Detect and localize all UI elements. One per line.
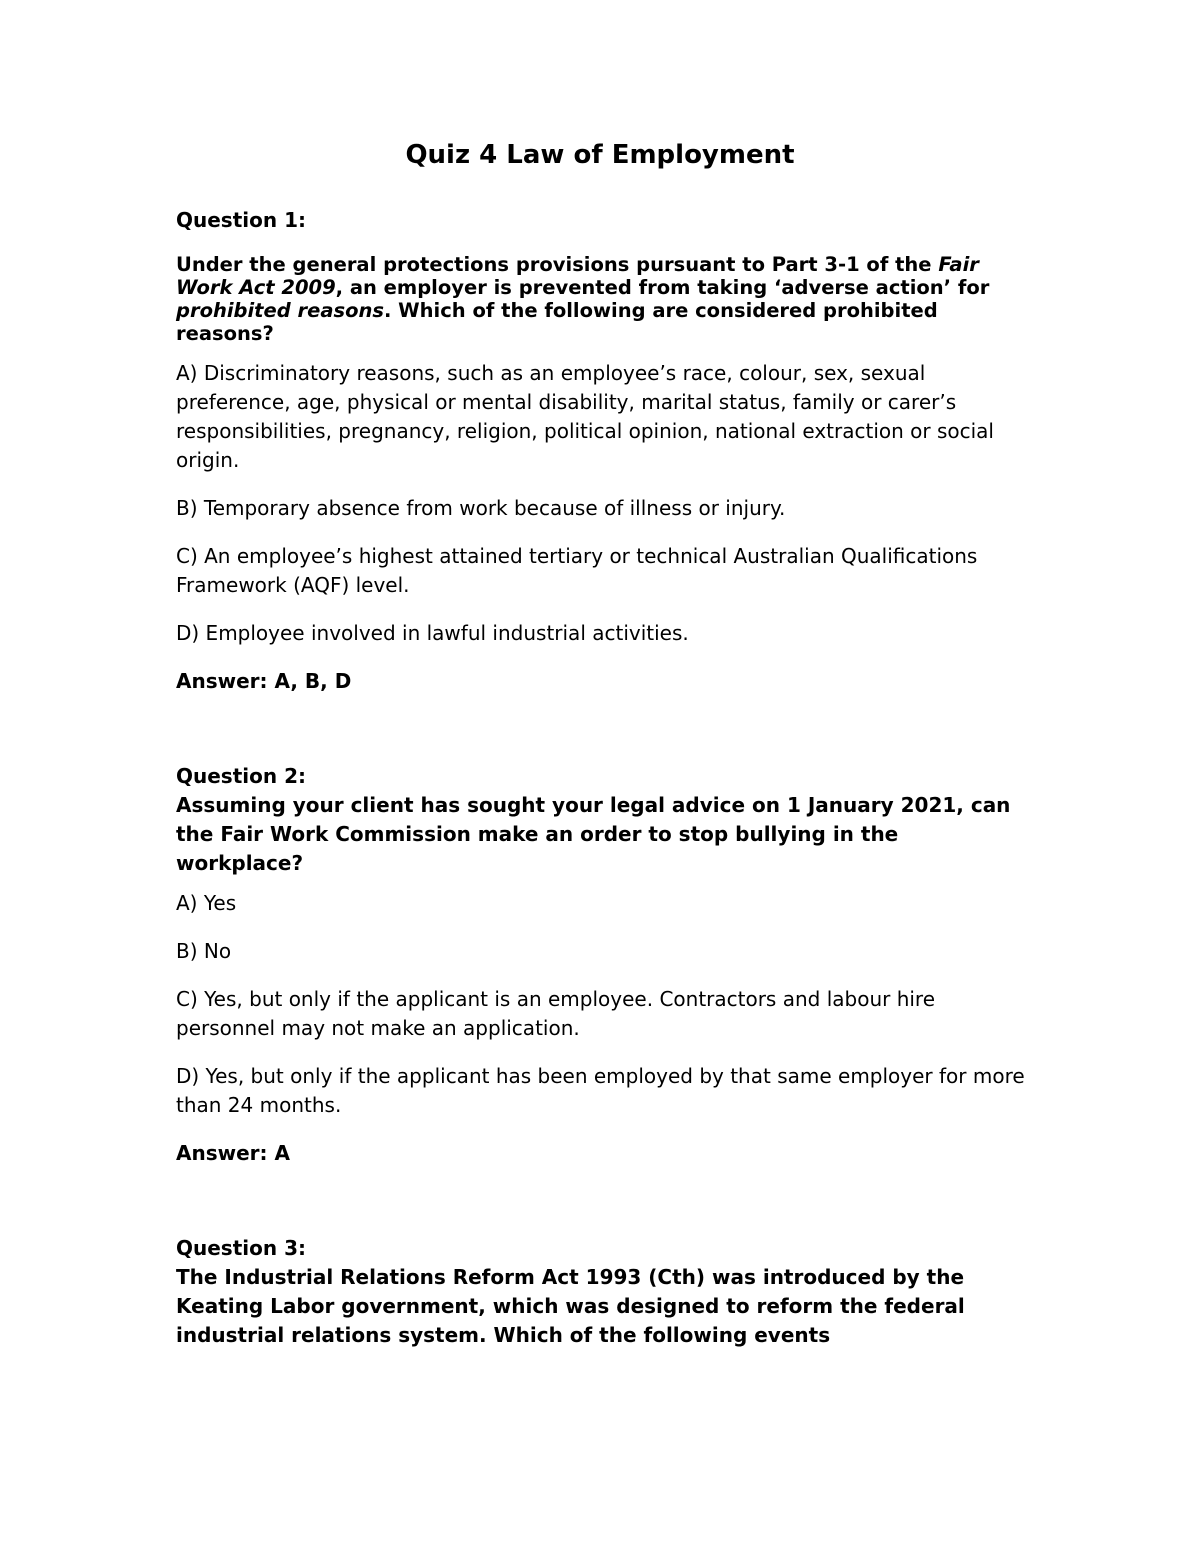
question-1-text [176,253,1026,345]
document-page [176,140,1026,1361]
question-2-option-a: A) Yes [176,891,237,915]
question-1-label: Question 1: [176,208,306,232]
question-3 [176,1234,1026,1350]
question-2-option-b: B) No [176,939,232,963]
question-1-option-d: D) Employee involved in lawful industrial activities. [176,621,689,645]
question-2-label: Question 2: [176,764,306,788]
question-1-text-part2: , an employer is prevented from taking ‘adverse action’ for [335,276,990,299]
question-3-text: The Industrial Relations Reform Act 1993 (Cth) was introduced by the Keating Labor government, which was designed to reform the federal industrial relations system. Which of the following events [176,1265,965,1347]
question-2-option-d: D) Yes, but only if the applicant has been employed by that same employer for more than 24 months. [176,1064,1025,1117]
document-title: Quiz 4 Law of Employment [405,140,795,170]
question-2-text: Assuming your client has sought your legal advice on 1 January 2021, can the Fair Work Commission make an order to stop bullying in the workplace? [176,793,1011,875]
question-1-option-a: A) Discriminatory reasons, such as an employee’s race, colour, sex, sexual preference, age, physical or mental disability, marital status, family or carer’s responsibilities, pregnancy, religion, political opinion, national extraction or social origin. [176,361,994,472]
question-3-label: Question 3: [176,1236,306,1260]
question-1-answer: Answer: A, B, D [176,669,352,693]
question-1-text-italic2: prohibited reasons [176,299,384,322]
question-2-answer: Answer: A [176,1141,290,1165]
question-1-text-italic1: Fair Work Act 2009 [176,253,979,299]
question-1-text-part3: . Which of the following are considered prohibited reasons? [176,299,938,345]
question-1-option-b: B) Temporary absence from work because of illness or injury. [176,496,786,520]
question-1 [176,206,1026,696]
question-1-option-c: C) An employee’s highest attained tertiary or technical Australian Qualifications Framework (AQF) level. [176,544,978,597]
question-2-option-c: C) Yes, but only if the applicant is an employee. Contractors and labour hire personnel may not make an application. [176,987,936,1040]
question-2 [176,762,1026,1168]
question-1-text-part1: Under the general protections provisions pursuant to Part 3-1 of the [176,253,939,276]
